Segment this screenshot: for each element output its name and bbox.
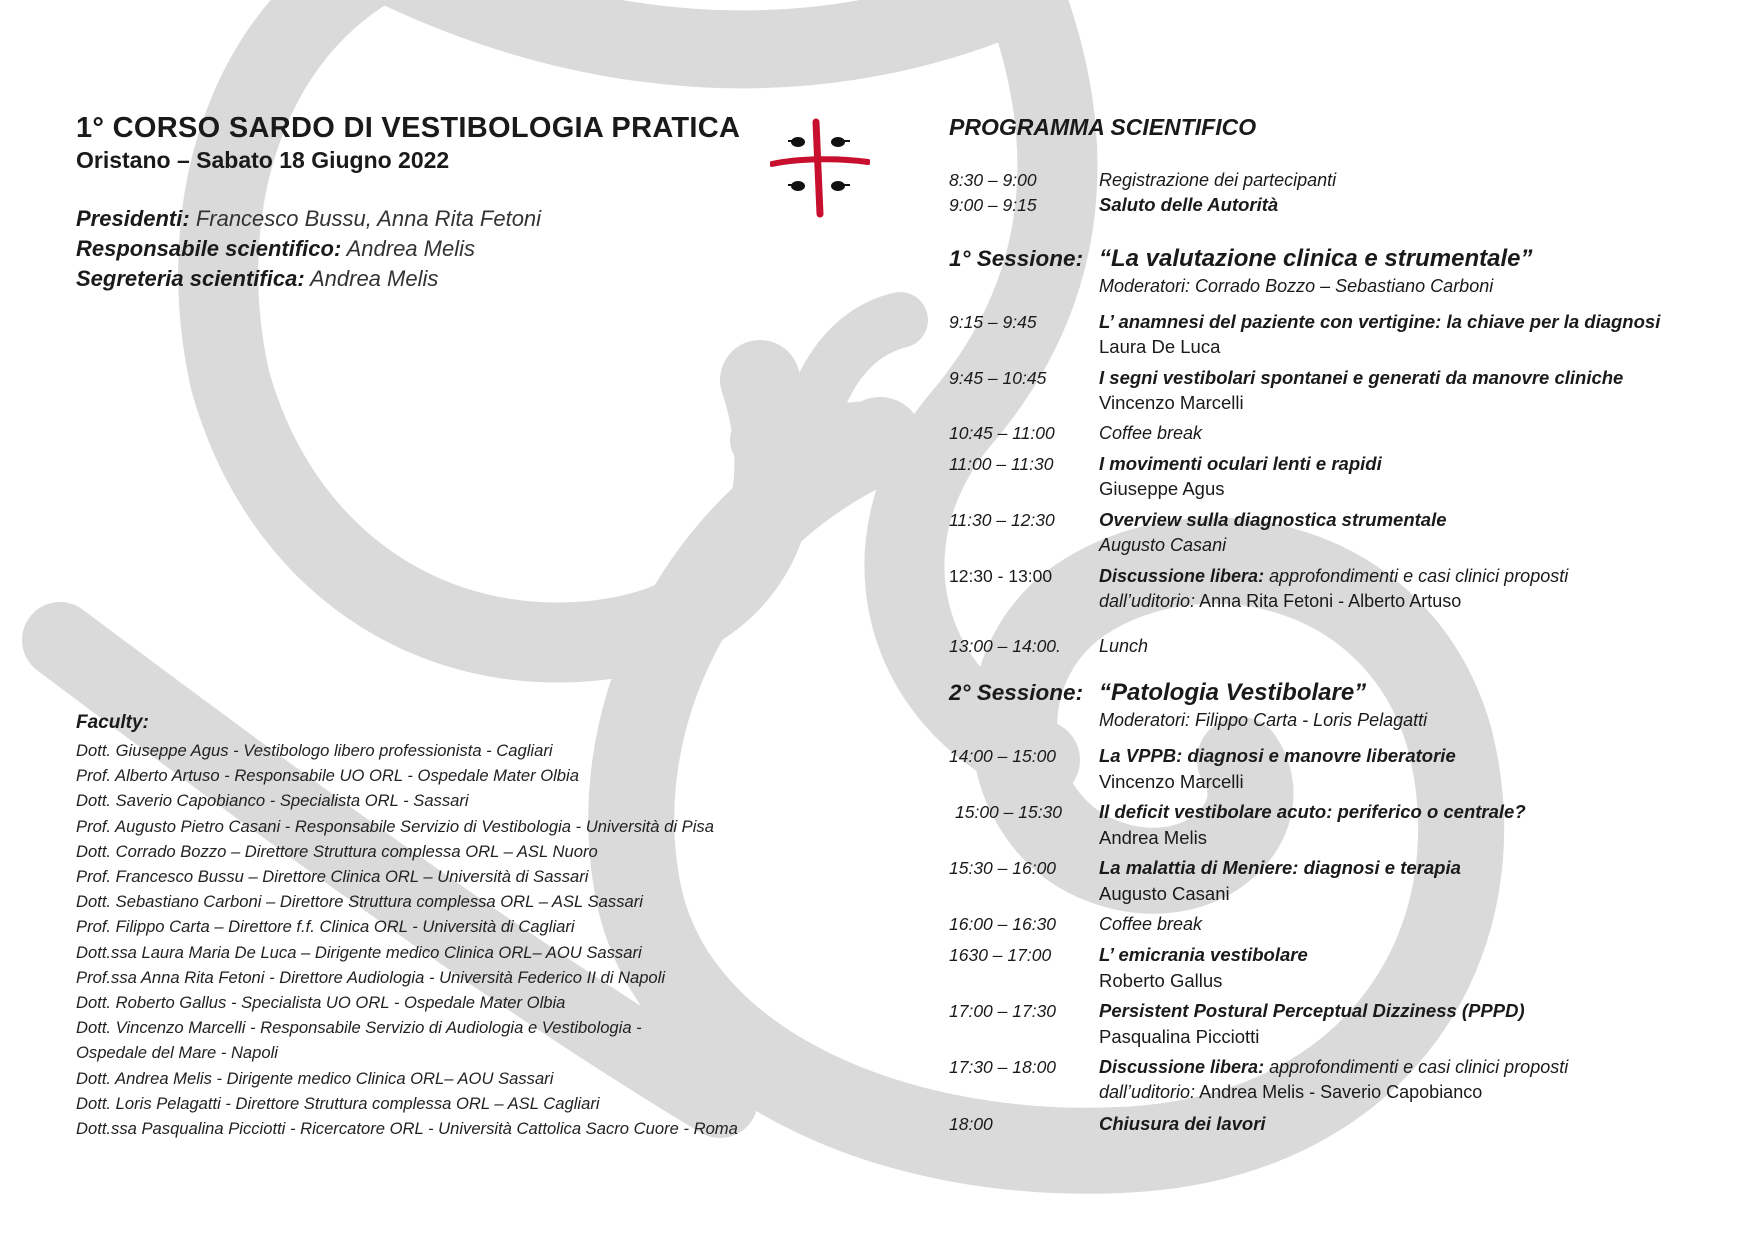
slot-time: 8:30 – 9:00 <box>949 170 1037 190</box>
slot-speaker: Vincenzo Marcelli <box>1099 392 1244 413</box>
faculty-line: Dott. Vincenzo Marcelli - Responsabile Servizio di Audiologia e Vestibologia - <box>76 1018 642 1038</box>
programme-title: PROGRAMMA SCIENTIFICO <box>949 114 1257 140</box>
faculty-line: Dott. Loris Pelagatti - Direttore Struttura complessa ORL – ASL Cagliari <box>76 1093 600 1113</box>
discussion-text: approfondimenti e casi clinici proposti <box>1264 1057 1569 1077</box>
session-title: “La valutazione clinica e strumentale” <box>1099 245 1533 272</box>
faculty-section <box>76 712 816 1141</box>
slot-title: Il deficit vestibolare acuto: periferico o centrale? <box>1099 801 1526 822</box>
slot-title: Coffee break <box>1099 423 1203 443</box>
slot-title: Chiusura dei lavori <box>1099 1113 1266 1134</box>
slot-time: 17:30 – 18:00 <box>949 1057 1057 1077</box>
slot-title <box>1099 566 1568 587</box>
slot-time: 15:30 – 16:00 <box>949 858 1057 878</box>
slot-speaker: Augusto Casani <box>1099 883 1230 904</box>
slot-title: La VPPB: diagnosi e manovre liberatorie <box>1099 745 1456 766</box>
slot-time: 11:00 – 11:30 <box>949 454 1054 474</box>
slot-time: 18:00 <box>949 1114 993 1134</box>
slot-title: I segni vestibolari spontanei e generati da manovre cliniche <box>1099 367 1624 388</box>
slot-title: I movimenti oculari lenti e rapidi <box>1099 453 1382 474</box>
organizers-block <box>76 204 541 294</box>
scientific-secretariat-row <box>76 264 541 294</box>
slot-speaker: Augusto Casani <box>1099 535 1227 555</box>
slot-time: 1630 – 17:00 <box>949 945 1052 965</box>
discussion-audience: dall’uditorio: <box>1099 591 1196 611</box>
slot-speaker <box>1099 591 1461 612</box>
slot-time: 13:00 – 14:00. <box>949 636 1061 656</box>
slot-speaker: Roberto Gallus <box>1099 970 1223 991</box>
faculty-line: Prof. Alberto Artuso - Responsabile UO ORL - Ospedale Mater Olbia <box>76 766 579 786</box>
discussion-speakers: Anna Rita Fetoni - Alberto Artuso <box>1195 591 1462 611</box>
faculty-line: Dott. Sebastiano Carboni – Direttore Struttura complessa ORL – ASL Sassari <box>76 892 643 912</box>
slot-time: 15:00 – 15:30 <box>955 802 1063 822</box>
faculty-line: Prof. Augusto Pietro Casani - Responsabile Servizio di Vestibologia - Università di Pisa <box>76 816 714 836</box>
session-label: 1° Sessione: <box>949 246 1084 271</box>
slot-time: 9:15 – 9:45 <box>949 312 1037 332</box>
presidents-label: Presidenti: <box>76 206 190 231</box>
slot-title: Saluto delle Autorità <box>1099 194 1279 215</box>
slot-time: 12:30 - 13:00 <box>949 566 1053 586</box>
discussion-text: approfondimenti e casi clinici proposti <box>1264 566 1569 586</box>
discussion-label: Discussione libera: <box>1099 1057 1265 1077</box>
faculty-line: Prof. Filippo Carta – Direttore f.f. Clinica ORL - Università di Cagliari <box>76 917 575 937</box>
slot-title: Registrazione dei partecipanti <box>1099 170 1337 190</box>
slot-speaker <box>1099 1082 1482 1103</box>
sardinia-flag-logo-icon <box>770 118 870 218</box>
scientific-secretariat-value: Andrea Melis <box>304 266 439 291</box>
slot-title: Overview sulla diagnostica strumentale <box>1099 509 1447 530</box>
faculty-line: Dott. Giuseppe Agus - Vestibologo libero professionista - Cagliari <box>76 741 553 760</box>
scientific-secretariat-label: Segreteria scientifica: <box>76 266 305 291</box>
slot-speaker: Laura De Luca <box>1099 336 1221 357</box>
faculty-line: Dott. Andrea Melis - Dirigente medico Clinica ORL– AOU Sassari <box>76 1068 554 1088</box>
slot-speaker: Giuseppe Agus <box>1099 478 1225 499</box>
slot-time: 9:45 – 10:45 <box>949 368 1047 388</box>
slot-title: Lunch <box>1099 636 1149 656</box>
scientific-manager-value: Andrea Melis <box>341 236 475 261</box>
slot-title: La malattia di Meniere: diagnosi e terapia <box>1099 857 1461 878</box>
slot-title: Coffee break <box>1099 914 1203 934</box>
slot-speaker: Vincenzo Marcelli <box>1099 771 1244 792</box>
session-label: 2° Sessione: <box>949 680 1084 705</box>
faculty-line: Dott. Saverio Capobianco - Specialista ORL - Sassari <box>76 791 469 811</box>
session-title: “Patologia Vestibolare” <box>1099 679 1367 706</box>
session-moderators: Moderatori: Filippo Carta - Loris Pelagatti <box>1099 710 1428 730</box>
presidents-value: Francesco Bussu, Anna Rita Fetoni <box>189 206 542 231</box>
discussion-label: Discussione libera: <box>1099 566 1265 586</box>
discussion-speakers: Andrea Melis - Saverio Capobianco <box>1195 1082 1483 1102</box>
faculty-line: Dott. Corrado Bozzo – Direttore Struttura complessa ORL – ASL Nuoro <box>76 841 598 861</box>
slot-title <box>1099 1057 1568 1078</box>
slot-time: 9:00 – 9:15 <box>949 195 1037 215</box>
slot-speaker: Pasqualina Picciotti <box>1099 1026 1260 1047</box>
faculty-line: Ospedale del Mare - Napoli <box>76 1043 278 1063</box>
faculty-line: Prof.ssa Anna Rita Fetoni - Direttore Audiologia - Università Federico II di Napoli <box>76 967 666 987</box>
faculty-line: Prof. Francesco Bussu – Direttore Clinica ORL – Università di Sassari <box>76 867 589 887</box>
page-subtitle: Oristano – Sabato 18 Giugno 2022 <box>76 147 450 173</box>
faculty-line: Dott. Roberto Gallus - Specialista UO ORL - Ospedale Mater Olbia <box>76 993 566 1013</box>
slot-time: 10:45 – 11:00 <box>949 423 1055 443</box>
page-title: 1° CORSO SARDO DI VESTIBOLOGIA PRATICA <box>76 112 741 144</box>
scientific-manager-row <box>76 234 541 264</box>
slot-speaker: Andrea Melis <box>1099 827 1207 848</box>
slot-title: L’ anamnesi del paziente con vertigine: la chiave per la diagnosi <box>1099 311 1661 332</box>
discussion-audience: dall’uditorio: <box>1099 1082 1196 1102</box>
faculty-line: Dott.ssa Laura Maria De Luca – Dirigente medico Clinica ORL– AOU Sassari <box>76 942 642 962</box>
session-moderators: Moderatori: Corrado Bozzo – Sebastiano Carboni <box>1099 276 1494 296</box>
scientific-manager-label: Responsabile scientifico: <box>76 236 342 261</box>
slot-time: 16:00 – 16:30 <box>949 914 1057 934</box>
faculty-line: Dott.ssa Pasqualina Picciotti - Ricercatore ORL - Università Cattolica Sacro Cuore - Roma <box>76 1119 738 1139</box>
slot-time: 17:00 – 17:30 <box>949 1001 1057 1021</box>
presidents-row <box>76 204 541 234</box>
slot-title: L’ emicrania vestibolare <box>1099 944 1308 965</box>
slot-time: 11:30 – 12:30 <box>949 510 1055 530</box>
faculty-heading: Faculty: <box>76 712 149 733</box>
slot-title: Persistent Postural Perceptual Dizziness (PPPD) <box>1099 1000 1525 1021</box>
slot-time: 14:00 – 15:00 <box>949 746 1057 766</box>
